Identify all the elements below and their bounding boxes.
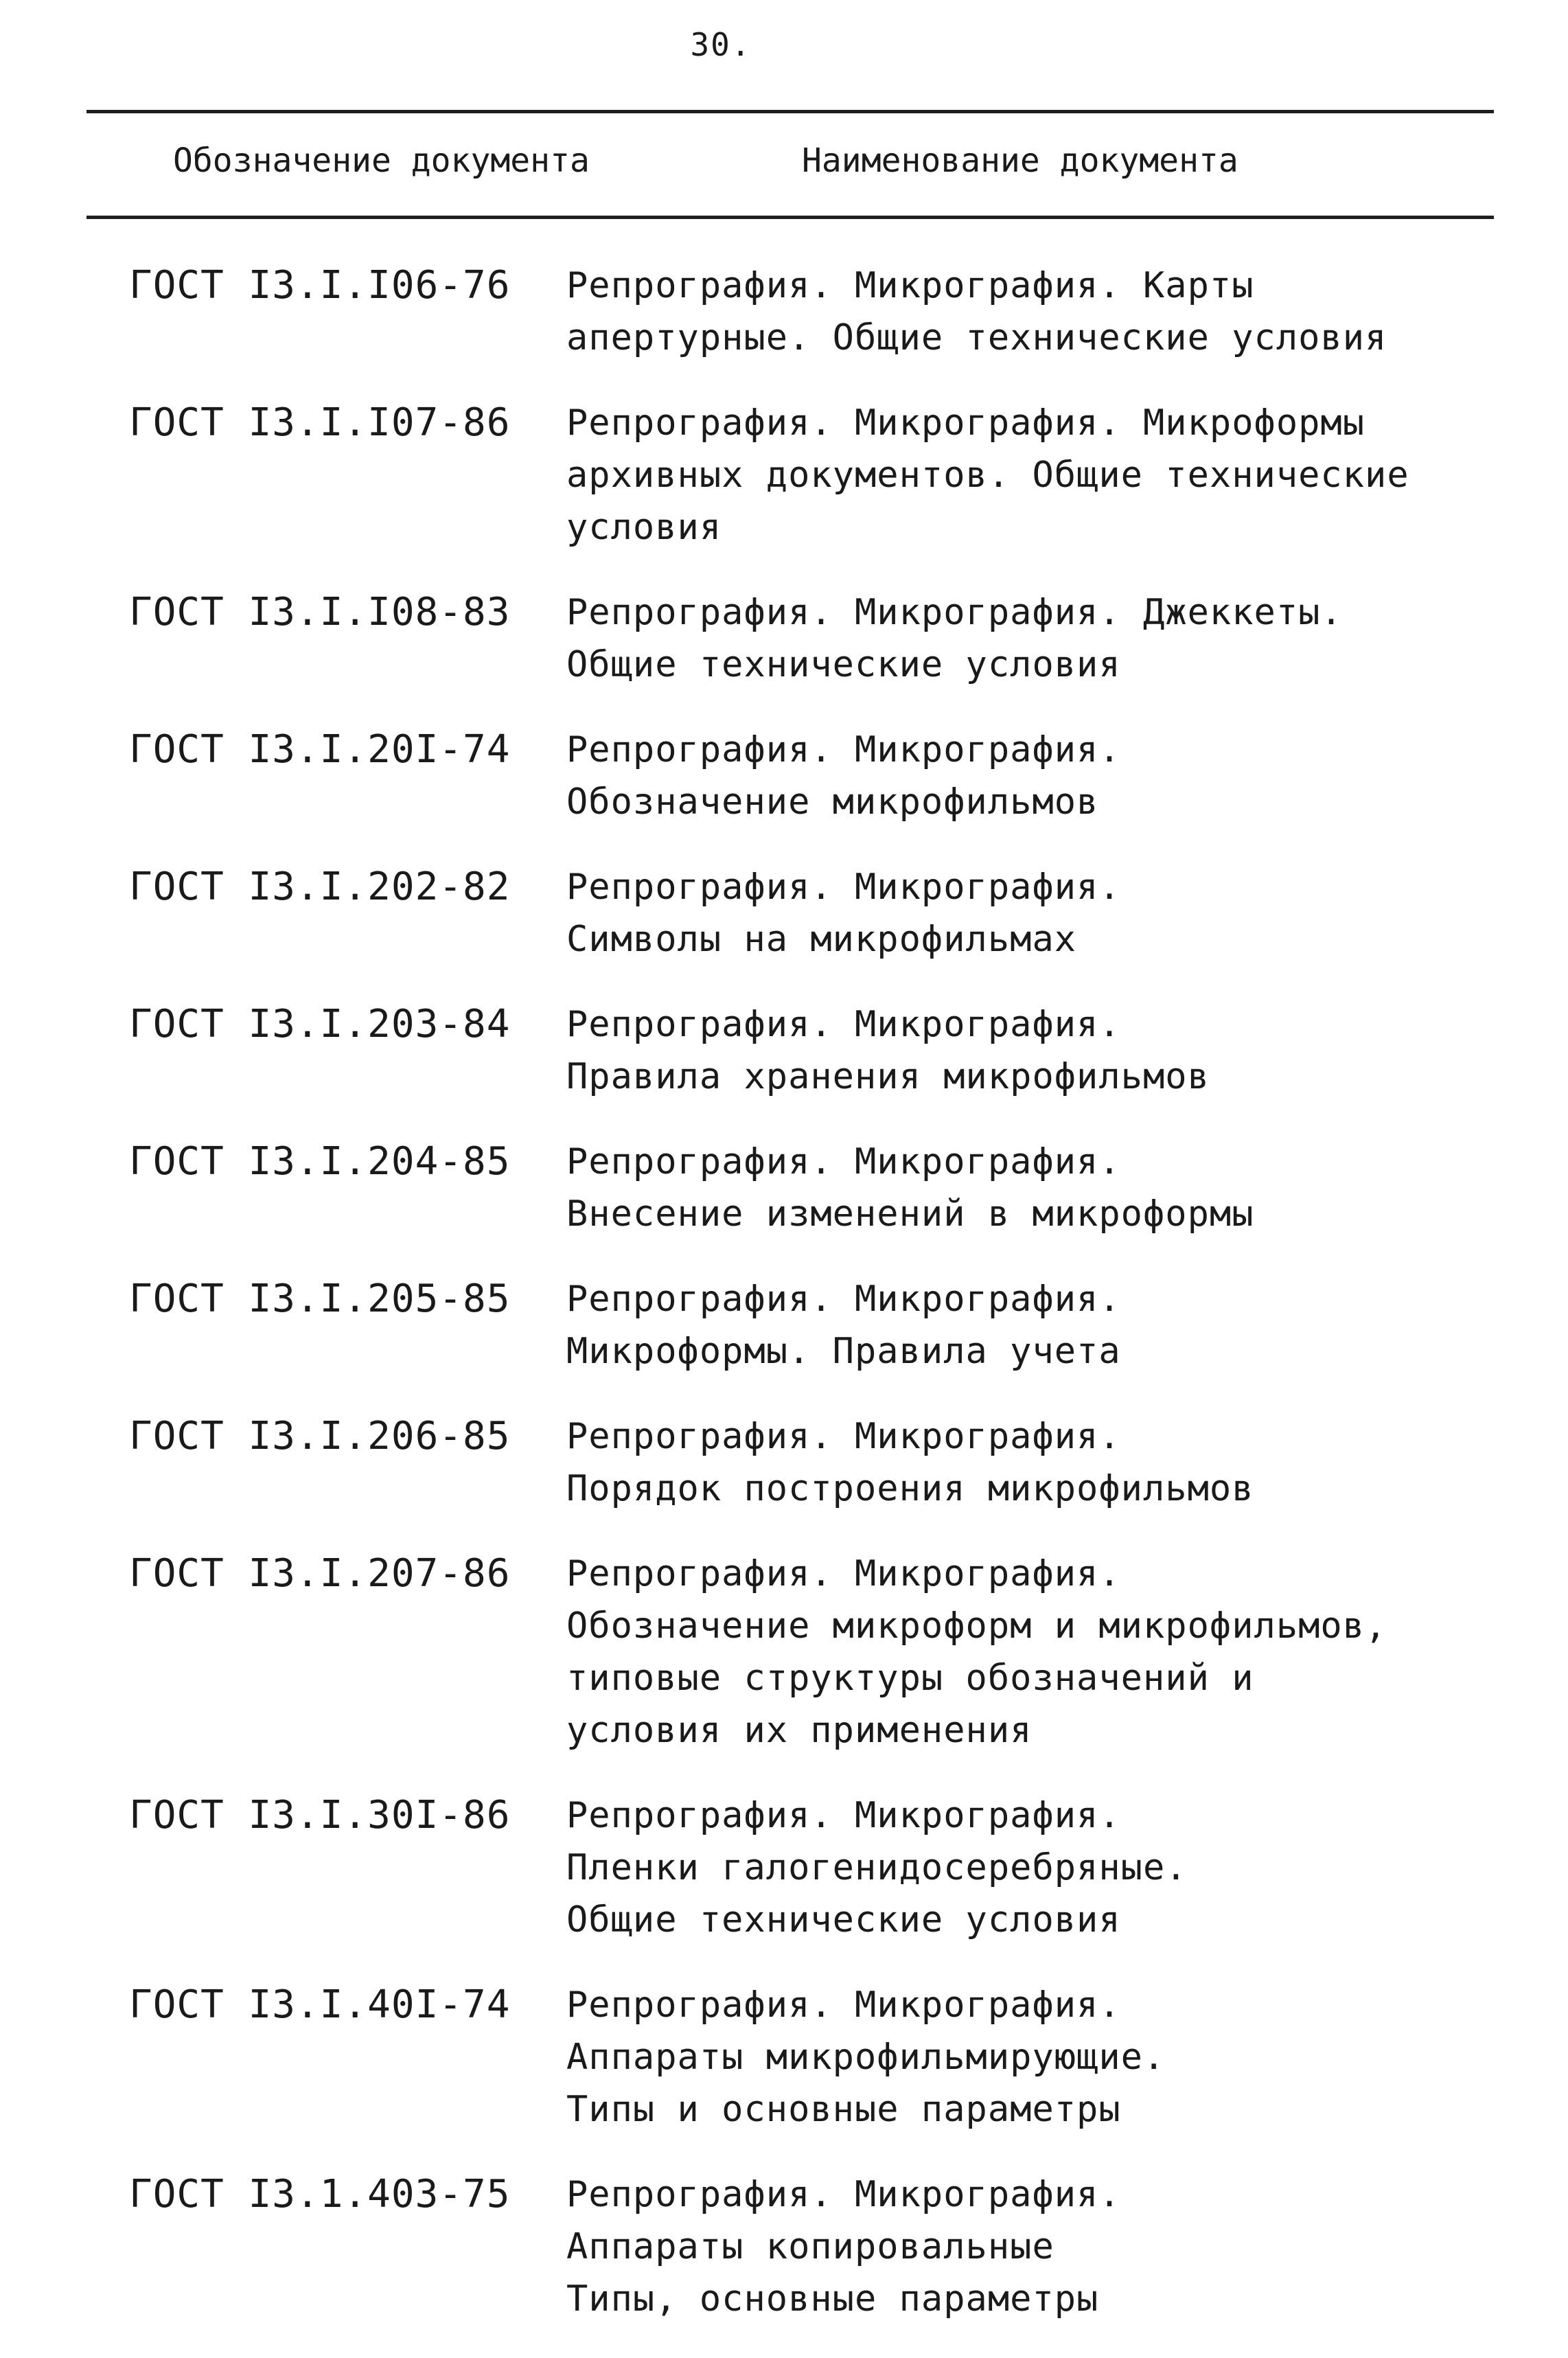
document-code: ГОСТ I3.I.207-86 [129,1551,511,1596]
table-row [0,1789,1568,1946]
document-code: ГОСТ I3.I.40I-74 [129,1982,511,2027]
table-top-rule [87,110,1494,113]
table-row [0,1548,1568,1756]
document-title: Репрография. Микрография. Джеккеты. Общие технические условия [566,592,1343,685]
column-header-name: Наименование документа [802,141,1238,180]
document-title: Репрография. Микрография. Карты апертурные. Общие технические условия [566,265,1387,358]
document-code: ГОСТ I3.I.204-85 [129,1139,511,1184]
table-row [0,586,1568,691]
table-row [0,861,1568,965]
page-number: 30. [690,26,752,63]
document-code: ГОСТ I3.1.403-75 [129,2172,511,2217]
document-title: Репрография. Микрография. Аппараты копировальные Типы, основные параметры [566,2174,1121,2320]
document-code: ГОСТ I3.I.206-85 [129,1414,511,1458]
table-row [0,724,1568,828]
document-list [0,260,1568,2358]
document-code: ГОСТ I3.I.203-84 [129,1002,511,1046]
document-code: ГОСТ I3.I.I06-76 [129,263,511,308]
document-title: Репрография. Микрография. Аппараты микрофильмирующие. Типы и основные параметры [566,1984,1166,2130]
document-code: ГОСТ I3.I.I08-83 [129,590,511,634]
document-code: ГОСТ I3.I.205-85 [129,1277,511,1321]
table-header-rule [87,216,1494,219]
document-title: Репрография. Микрография. Микроформы. Правила учета [566,1279,1121,1372]
document-code: ГОСТ I3.I.202-82 [129,865,511,909]
document-title: Репрография. Микрография. Обозначение микрофильмов [566,729,1121,823]
table-row [0,1136,1568,1240]
column-header-designation: Обозначение документа [173,141,590,180]
document-title: Репрография. Микрография. Внесение изменений в микроформы [566,1141,1254,1235]
table-row [0,397,1568,553]
document-title: Репрография. Микрография. Обозначение микроформ и микрофильмов, типовые структуры обозначений и условия их применения [566,1553,1387,1751]
document-code: ГОСТ I3.I.I07-86 [129,400,511,445]
document-title: Репрография. Микрография. Символы на микрофильмах [566,867,1121,960]
table-row [0,2168,1568,2325]
document-title: Репрография. Микрография. Микроформы архивных документов. Общие технические условия [566,402,1409,548]
table-row [0,1979,1568,2136]
table-row [0,1410,1568,1515]
document-title: Репрография. Микрография. Правила хранения микрофильмов [566,1004,1210,1097]
document-code: ГОСТ I3.I.20I-74 [129,727,511,772]
document-code: ГОСТ I3.I.30I-86 [129,1793,511,1838]
document-title: Репрография. Микрография. Пленки галогенидосеребряные. Общие технические условия [566,1795,1188,1941]
table-row [0,260,1568,364]
table-row [0,998,1568,1103]
table-row [0,1273,1568,1377]
document-title: Репрография. Микрография. Порядок построения микрофильмов [566,1416,1254,1509]
